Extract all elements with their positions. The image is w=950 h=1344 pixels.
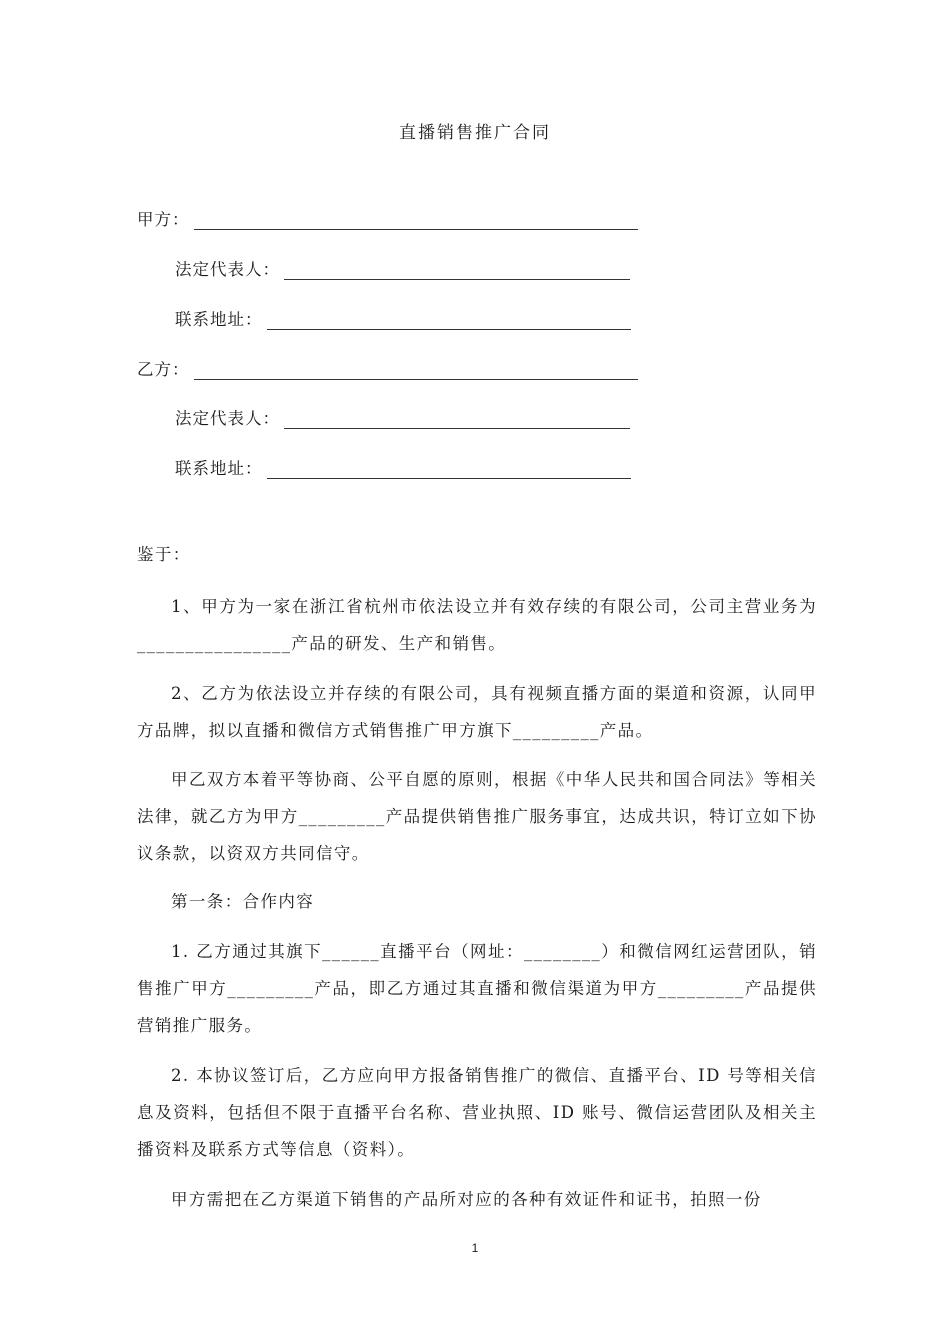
party-b-blank [194,361,638,380]
party-a-address-blank [267,311,631,330]
article-1-item-3-text: 甲方需把在乙方渠道下销售的产品所对应的各种有效证件和证书，拍照一份 [171,1190,762,1209]
page-number: 1 [471,1241,479,1255]
party-b-label: 乙方： [137,360,190,379]
party-a-rep-label: 法定代表人： [175,260,280,279]
article-1-item-1 [137,933,817,1044]
party-a-row [137,206,638,230]
article-1-item-2-text: 2. 本协议签订后，乙方应向甲方报备销售推广的微信、直播平台、ID 号等相关信息及资料，包括但不限于直播平台名称、营业执照、ID 账号、微信运营团队及相关主播资料及联系方式等信息（资料）。 [137,1066,817,1159]
clause-1-text: 1、甲方为一家在浙江省杭州市依法设立并有效存续的有限公司，公司主营业务为________________产品的研发、生产和销售。 [137,597,817,653]
party-a-address-row [175,306,631,330]
preamble-text: 甲乙双方本着平等协商、公平自愿的原则，根据《中华人民共和国合同法》等相关法律，就乙方为甲方_________产品提供销售推广服务事宜，达成共识，特订立如下协议条款，以资双方共同信守。 [137,770,817,863]
party-b-address-label: 联系地址： [175,459,263,478]
article-1-heading-block [137,883,817,920]
whereas-heading [137,536,817,573]
article-1-item-2 [137,1057,817,1168]
clause-2-text: 2、乙方为依法设立并存续的有限公司，具有视频直播方面的渠道和资源，认同甲方品牌，拟以直播和微信方式销售推广甲方旗下_________产品。 [137,684,817,740]
article-1-heading: 第一条：合作内容 [171,892,315,911]
party-b-row [137,356,638,380]
party-b-rep-row [175,405,630,429]
party-b-address-row [175,455,631,479]
party-b-rep-label: 法定代表人： [175,409,280,428]
article-1-item-1-text: 1. 乙方通过其旗下______直播平台（网址：________）和微信网红运营团队，销售推广甲方_________产品，即乙方通过其直播和微信渠道为甲方_________产品提供营销推广服务。 [137,942,817,1035]
party-b-rep-blank [284,410,630,429]
whereas-clause-2 [137,675,817,749]
party-a-address-label: 联系地址： [175,310,263,329]
article-1-item-3 [137,1181,817,1218]
whereas-label: 鉴于： [137,545,191,564]
party-b-address-blank [267,460,631,479]
party-a-blank [194,211,638,230]
party-a-rep-blank [284,261,630,280]
preamble-paragraph [137,761,817,872]
party-a-rep-row [175,256,630,280]
whereas-clause-1 [137,588,817,662]
party-a-label: 甲方： [137,210,190,229]
document-title: 直播销售推广合同 [399,123,551,143]
